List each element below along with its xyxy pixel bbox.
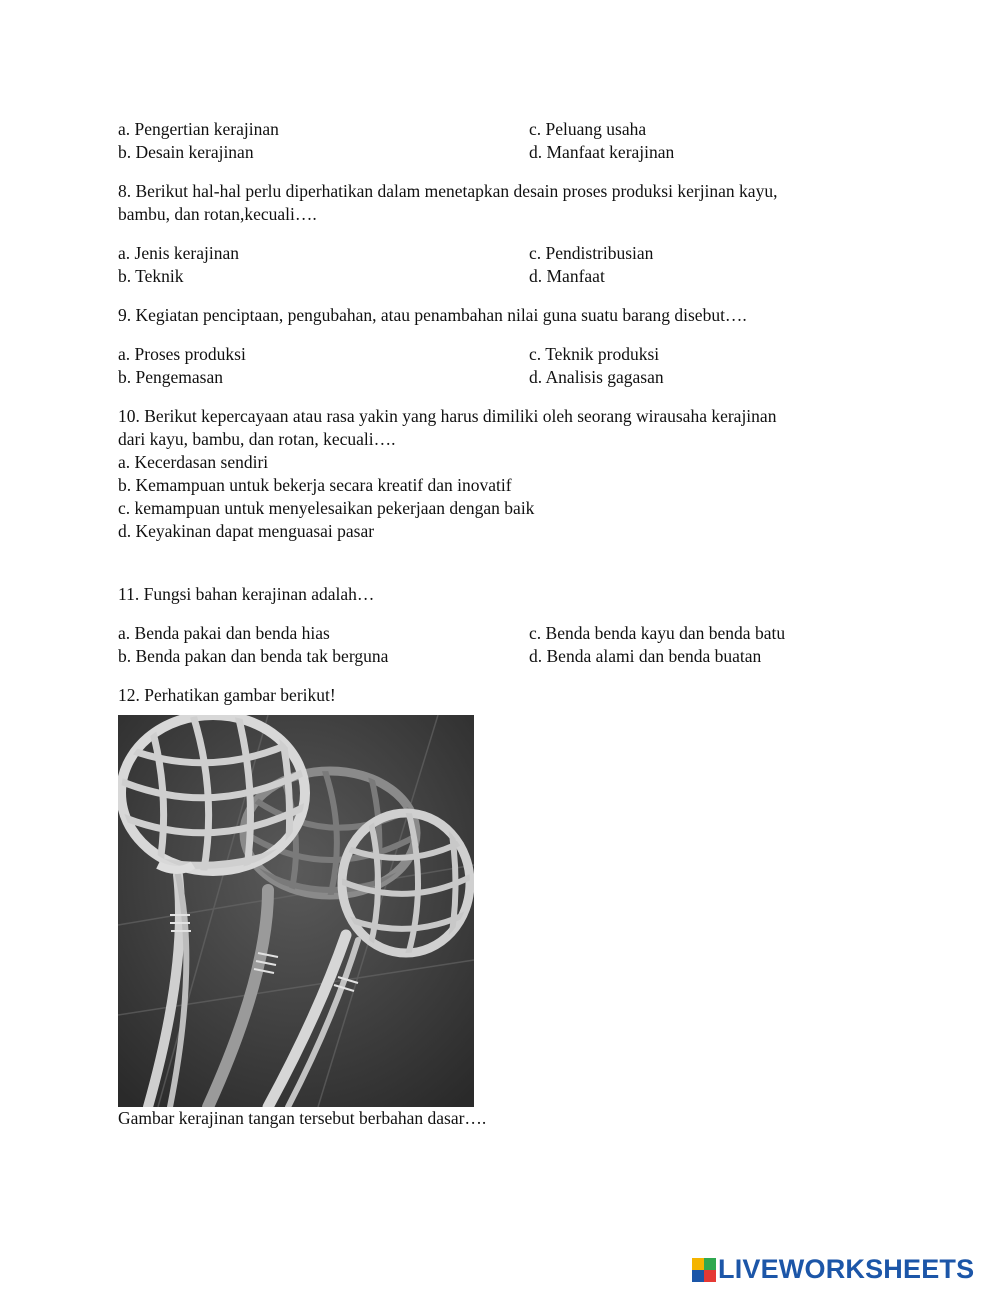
q8-option-a[interactable]: a. Jenis kerajinan bbox=[118, 243, 239, 263]
worksheet-page bbox=[118, 118, 878, 1130]
q10-option-d[interactable]: d. Keyakinan dapat menguasai pasar bbox=[118, 521, 375, 541]
q11-option-d[interactable]: d. Benda alami dan benda buatan bbox=[529, 646, 762, 666]
q11-options-row-2 bbox=[118, 645, 878, 668]
q7-option-a[interactable]: a. Pengertian kerajinan bbox=[118, 119, 279, 139]
liveworksheets-branding[interactable] bbox=[692, 1254, 974, 1285]
q9-option-a[interactable]: a. Proses produksi bbox=[118, 344, 246, 364]
q10-question-line-2: dari kayu, bambu, dan rotan, kecuali…. bbox=[118, 429, 396, 449]
q10-option-c[interactable]: c. kemampuan untuk menyelesaikan pekerjaan dengan baik bbox=[118, 498, 535, 518]
q9-options-row-1 bbox=[118, 343, 878, 366]
q8-options-row-1 bbox=[118, 242, 878, 265]
q9-option-b[interactable]: b. Pengemasan bbox=[118, 367, 223, 387]
q8-question-line-1: 8. Berikut hal-hal perlu diperhatikan dalam menetapkan desain proses produksi kerjinan kayu, bbox=[118, 181, 778, 201]
q11-option-a[interactable]: a. Benda pakai dan benda hias bbox=[118, 623, 330, 643]
q8-options-row-2 bbox=[118, 265, 878, 288]
q9-option-c[interactable]: c. Teknik produksi bbox=[529, 344, 660, 364]
q10-option-b[interactable]: b. Kemampuan untuk bekerja secara kreatif dan inovatif bbox=[118, 475, 512, 495]
q8-option-d[interactable]: d. Manfaat bbox=[529, 266, 605, 286]
q10-question-line-1: 10. Berikut kepercayaan atau rasa yakin yang harus dimiliki oleh seorang wirausaha kerajinan bbox=[118, 406, 777, 426]
liveworksheets-logo-icon bbox=[692, 1258, 716, 1282]
q8-option-c[interactable]: c. Pendistribusian bbox=[529, 243, 654, 263]
q7-options-row-2 bbox=[118, 141, 878, 164]
q9-options-row-2 bbox=[118, 366, 878, 389]
q12-caption: Gambar kerajinan tangan tersebut berbahan dasar…. bbox=[118, 1108, 487, 1128]
q8-option-b[interactable]: b. Teknik bbox=[118, 266, 184, 286]
q10-option-a[interactable]: a. Kecerdasan sendiri bbox=[118, 452, 269, 472]
q9-option-d[interactable]: d. Analisis gagasan bbox=[529, 367, 664, 387]
rattan-carpet-beater-photo bbox=[118, 715, 474, 1107]
q11-option-b[interactable]: b. Benda pakan dan benda tak berguna bbox=[118, 646, 389, 666]
q12-question: 12. Perhatikan gambar berikut! bbox=[118, 685, 336, 705]
q9-question: 9. Kegiatan penciptaan, pengubahan, atau penambahan nilai guna suatu barang disebut…. bbox=[118, 305, 747, 325]
q7-option-b[interactable]: b. Desain kerajinan bbox=[118, 142, 254, 162]
liveworksheets-logo-text: LIVEWORKSHEETS bbox=[718, 1254, 975, 1284]
q7-option-d[interactable]: d. Manfaat kerajinan bbox=[529, 142, 675, 162]
q7-option-c[interactable]: c. Peluang usaha bbox=[529, 119, 647, 139]
q11-options-row-1 bbox=[118, 622, 878, 645]
q7-options-row-1 bbox=[118, 118, 878, 141]
q11-option-c[interactable]: c. Benda benda kayu dan benda batu bbox=[529, 623, 786, 643]
q11-question: 11. Fungsi bahan kerajinan adalah… bbox=[118, 584, 375, 604]
q8-question-line-2: bambu, dan rotan,kecuali…. bbox=[118, 204, 317, 224]
